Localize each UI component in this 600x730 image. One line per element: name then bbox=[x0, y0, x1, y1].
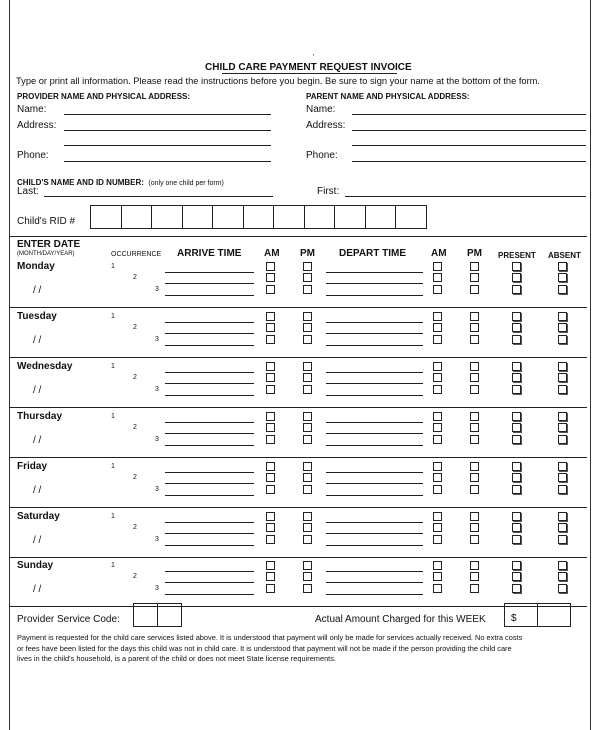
depart-pm-checkbox[interactable] bbox=[470, 323, 479, 332]
parent-address-field-1[interactable] bbox=[352, 130, 586, 131]
provider-name-field[interactable] bbox=[64, 114, 271, 115]
day-divider bbox=[10, 407, 587, 408]
arrive-am-checkbox[interactable] bbox=[266, 535, 275, 544]
arrive-time-field[interactable] bbox=[165, 495, 254, 496]
arrive-pm-checkbox[interactable] bbox=[303, 262, 312, 271]
absent-checkbox[interactable] bbox=[558, 584, 567, 593]
date-entry[interactable]: / / bbox=[33, 484, 42, 496]
day-divider bbox=[10, 606, 587, 607]
arrive-pm-checkbox[interactable] bbox=[303, 273, 312, 282]
day-name: Friday bbox=[17, 460, 48, 472]
depart-am-checkbox[interactable] bbox=[433, 572, 442, 581]
day-divider bbox=[10, 507, 587, 508]
present-checkbox[interactable] bbox=[512, 412, 521, 421]
depart-pm-checkbox[interactable] bbox=[470, 523, 479, 532]
child-heading-row bbox=[17, 172, 224, 190]
depart-pm-checkbox[interactable] bbox=[470, 335, 479, 344]
present-checkbox[interactable] bbox=[512, 523, 521, 532]
depart-am-checkbox[interactable] bbox=[433, 385, 442, 394]
arrive-time-field[interactable] bbox=[165, 422, 254, 423]
occurrence-number: 3 bbox=[155, 535, 159, 543]
depart-am-checkbox[interactable] bbox=[433, 273, 442, 282]
parent-phone-label: Phone: bbox=[306, 150, 338, 161]
arrive-time-field[interactable] bbox=[165, 295, 254, 296]
currency-symbol: $ bbox=[511, 613, 517, 624]
am-header-2: AM bbox=[431, 248, 447, 259]
depart-pm-checkbox[interactable] bbox=[470, 561, 479, 570]
depart-time-field[interactable] bbox=[326, 372, 423, 373]
depart-time-field[interactable] bbox=[326, 395, 423, 396]
arrive-am-checkbox[interactable] bbox=[266, 584, 275, 593]
day-name: Saturday bbox=[17, 510, 60, 522]
arrive-am-checkbox[interactable] bbox=[266, 312, 275, 321]
depart-time-field[interactable] bbox=[326, 594, 423, 595]
arrive-pm-checkbox[interactable] bbox=[303, 312, 312, 321]
depart-am-checkbox[interactable] bbox=[433, 512, 442, 521]
arrive-pm-checkbox[interactable] bbox=[303, 362, 312, 371]
day-divider bbox=[10, 457, 587, 458]
arrive-am-checkbox[interactable] bbox=[266, 323, 275, 332]
arrive-am-checkbox[interactable] bbox=[266, 435, 275, 444]
page-border-right bbox=[590, 0, 591, 730]
arrive-pm-checkbox[interactable] bbox=[303, 423, 312, 432]
absent-checkbox[interactable] bbox=[558, 273, 567, 282]
arrive-time-field[interactable] bbox=[165, 571, 254, 572]
arrive-am-checkbox[interactable] bbox=[266, 512, 275, 521]
arrive-am-checkbox[interactable] bbox=[266, 273, 275, 282]
child-last-label: Last: bbox=[17, 186, 39, 197]
day-name: Sunday bbox=[17, 560, 54, 572]
provider-address-field-2[interactable] bbox=[64, 145, 271, 146]
occurrence-number: 3 bbox=[155, 435, 159, 443]
date-entry[interactable]: / / bbox=[33, 434, 42, 446]
arrive-pm-checkbox[interactable] bbox=[303, 561, 312, 570]
depart-time-field[interactable] bbox=[326, 445, 423, 446]
depart-pm-checkbox[interactable] bbox=[470, 373, 479, 382]
present-checkbox[interactable] bbox=[512, 373, 521, 382]
arrive-pm-checkbox[interactable] bbox=[303, 285, 312, 294]
present-checkbox[interactable] bbox=[512, 473, 521, 482]
arrive-am-checkbox[interactable] bbox=[266, 572, 275, 581]
arrive-time-field[interactable] bbox=[165, 522, 254, 523]
arrive-am-checkbox[interactable] bbox=[266, 373, 275, 382]
arrive-time-field[interactable] bbox=[165, 483, 254, 484]
arrive-pm-checkbox[interactable] bbox=[303, 435, 312, 444]
absent-checkbox[interactable] bbox=[558, 512, 567, 521]
absent-checkbox[interactable] bbox=[558, 312, 567, 321]
arrive-time-header: ARRIVE TIME bbox=[177, 248, 242, 259]
arrive-time-field[interactable] bbox=[165, 472, 254, 473]
depart-time-field[interactable] bbox=[326, 533, 423, 534]
arrive-time-field[interactable] bbox=[165, 545, 254, 546]
depart-am-checkbox[interactable] bbox=[433, 473, 442, 482]
provider-address-field-1[interactable] bbox=[64, 130, 271, 131]
depart-am-checkbox[interactable] bbox=[433, 335, 442, 344]
absent-checkbox[interactable] bbox=[558, 285, 567, 294]
depart-am-checkbox[interactable] bbox=[433, 435, 442, 444]
child-first-field[interactable] bbox=[345, 196, 586, 197]
depart-pm-checkbox[interactable] bbox=[470, 385, 479, 394]
absent-checkbox[interactable] bbox=[558, 523, 567, 532]
depart-am-checkbox[interactable] bbox=[433, 285, 442, 294]
occurrence-number: 2 bbox=[133, 373, 137, 381]
arrive-pm-checkbox[interactable] bbox=[303, 473, 312, 482]
arrive-am-checkbox[interactable] bbox=[266, 335, 275, 344]
depart-am-checkbox[interactable] bbox=[433, 362, 442, 371]
arrive-pm-checkbox[interactable] bbox=[303, 535, 312, 544]
arrive-pm-checkbox[interactable] bbox=[303, 323, 312, 332]
arrive-am-checkbox[interactable] bbox=[266, 412, 275, 421]
present-checkbox[interactable] bbox=[512, 584, 521, 593]
parent-name-label: Name: bbox=[306, 104, 336, 115]
absent-checkbox[interactable] bbox=[558, 412, 567, 421]
depart-time-header: DEPART TIME bbox=[339, 248, 407, 259]
date-entry[interactable]: / / bbox=[33, 584, 42, 596]
depart-pm-checkbox[interactable] bbox=[470, 412, 479, 421]
depart-pm-checkbox[interactable] bbox=[470, 512, 479, 521]
provider-name-label: Name: bbox=[17, 104, 47, 115]
present-checkbox[interactable] bbox=[512, 462, 521, 471]
present-checkbox[interactable] bbox=[512, 312, 521, 321]
depart-pm-checkbox[interactable] bbox=[470, 584, 479, 593]
present-checkbox[interactable] bbox=[512, 385, 521, 394]
depart-am-checkbox[interactable] bbox=[433, 423, 442, 432]
depart-pm-checkbox[interactable] bbox=[470, 285, 479, 294]
child-last-field[interactable] bbox=[44, 196, 273, 197]
child-rid-boxes[interactable] bbox=[90, 205, 427, 229]
occurrence-number: 2 bbox=[133, 523, 137, 531]
page-border-left bbox=[9, 0, 10, 730]
arrive-am-checkbox[interactable] bbox=[266, 473, 275, 482]
pm-header-2: PM bbox=[467, 248, 482, 259]
child-heading-note: (only one child per form) bbox=[148, 180, 224, 187]
present-checkbox[interactable] bbox=[512, 485, 521, 494]
depart-time-field[interactable] bbox=[326, 422, 423, 423]
depart-pm-checkbox[interactable] bbox=[470, 362, 479, 371]
arrive-time-field[interactable] bbox=[165, 395, 254, 396]
depart-time-field[interactable] bbox=[326, 472, 423, 473]
arrive-am-checkbox[interactable] bbox=[266, 385, 275, 394]
depart-pm-checkbox[interactable] bbox=[470, 535, 479, 544]
absent-checkbox[interactable] bbox=[558, 435, 567, 444]
absent-checkbox[interactable] bbox=[558, 423, 567, 432]
day-name: Tuesday bbox=[17, 310, 57, 322]
absent-checkbox[interactable] bbox=[558, 561, 567, 570]
form-title: CHILD CARE PAYMENT REQUEST INVOICE bbox=[205, 62, 412, 73]
arrive-time-field[interactable] bbox=[165, 445, 254, 446]
depart-time-field[interactable] bbox=[326, 383, 423, 384]
depart-time-field[interactable] bbox=[326, 495, 423, 496]
absent-checkbox[interactable] bbox=[558, 462, 567, 471]
parent-name-field[interactable] bbox=[352, 114, 586, 115]
occurrence-number: 1 bbox=[111, 512, 115, 520]
day-name: Wednesday bbox=[17, 360, 73, 372]
day-divider bbox=[10, 307, 587, 308]
day-name: Thursday bbox=[17, 410, 63, 422]
depart-time-field[interactable] bbox=[326, 322, 423, 323]
depart-am-checkbox[interactable] bbox=[433, 262, 442, 271]
arrive-time-field[interactable] bbox=[165, 322, 254, 323]
occurrence-number: 1 bbox=[111, 462, 115, 470]
depart-time-field[interactable] bbox=[326, 272, 423, 273]
footer-note-1: Payment is requested for the child care services listed above. It is understood that payment will only be made for services actually received. No extra costs bbox=[17, 633, 523, 642]
arrive-am-checkbox[interactable] bbox=[266, 561, 275, 570]
occurrence-number: 1 bbox=[111, 263, 115, 270]
absent-checkbox[interactable] bbox=[558, 485, 567, 494]
provider-code-boxes[interactable] bbox=[133, 603, 182, 627]
arrive-am-checkbox[interactable] bbox=[266, 523, 275, 532]
provider-address-label: Address: bbox=[17, 120, 57, 131]
arrive-pm-checkbox[interactable] bbox=[303, 512, 312, 521]
depart-pm-checkbox[interactable] bbox=[470, 273, 479, 282]
occurrence-number: 2 bbox=[133, 423, 137, 431]
absent-checkbox[interactable] bbox=[558, 572, 567, 581]
depart-time-field[interactable] bbox=[326, 522, 423, 523]
depart-time-field[interactable] bbox=[326, 483, 423, 484]
depart-time-field[interactable] bbox=[326, 295, 423, 296]
present-checkbox[interactable] bbox=[512, 285, 521, 294]
footer-note-2: or fees have been listed for the days this child was not in child care. It is understood that payment will not be made if the person providing the child care bbox=[17, 643, 512, 653]
arrive-pm-checkbox[interactable] bbox=[303, 385, 312, 394]
depart-pm-checkbox[interactable] bbox=[470, 312, 479, 321]
arrive-time-field[interactable] bbox=[165, 345, 254, 346]
arrive-pm-checkbox[interactable] bbox=[303, 373, 312, 382]
present-checkbox[interactable] bbox=[512, 323, 521, 332]
arrive-pm-checkbox[interactable] bbox=[303, 412, 312, 421]
instructions-text: Type or print all information. Please read the instructions before you begin. Be sure to sign your name at the bottom of the form. bbox=[16, 76, 541, 86]
absent-header: ABSENT bbox=[548, 251, 581, 260]
date-entry[interactable]: / / bbox=[33, 285, 42, 296]
footer-note-3: lives in the child's household, is a parent of the child or does not meet State license requirements. bbox=[17, 654, 336, 663]
arrive-time-field[interactable] bbox=[165, 433, 254, 434]
depart-am-checkbox[interactable] bbox=[433, 462, 442, 471]
day-name: Monday bbox=[17, 261, 55, 272]
occurrence-number: 3 bbox=[155, 385, 159, 393]
pm-header-1: PM bbox=[300, 248, 315, 259]
date-entry[interactable]: / / bbox=[33, 384, 42, 396]
present-checkbox[interactable] bbox=[512, 273, 521, 282]
arrive-time-field[interactable] bbox=[165, 333, 254, 334]
divider bbox=[10, 236, 587, 237]
arrive-am-checkbox[interactable] bbox=[266, 485, 275, 494]
day-divider bbox=[10, 557, 587, 558]
occurrence-number: 1 bbox=[111, 562, 115, 570]
arrive-am-checkbox[interactable] bbox=[266, 262, 275, 271]
arrive-pm-checkbox[interactable] bbox=[303, 523, 312, 532]
present-checkbox[interactable] bbox=[512, 362, 521, 371]
child-rid-label: Child's RID # bbox=[17, 216, 76, 227]
depart-time-field[interactable] bbox=[326, 333, 423, 334]
depart-am-checkbox[interactable] bbox=[433, 412, 442, 421]
occurrence-number: 3 bbox=[155, 585, 159, 593]
arrive-time-field[interactable] bbox=[165, 283, 254, 284]
present-checkbox[interactable] bbox=[512, 435, 521, 444]
depart-am-checkbox[interactable] bbox=[433, 312, 442, 321]
absent-checkbox[interactable] bbox=[558, 362, 567, 371]
parent-heading: PARENT NAME AND PHYSICAL ADDRESS: bbox=[306, 92, 470, 101]
occurrence-number: 1 bbox=[111, 312, 115, 320]
present-checkbox[interactable] bbox=[512, 535, 521, 544]
present-checkbox[interactable] bbox=[512, 262, 521, 271]
present-checkbox[interactable] bbox=[512, 335, 521, 344]
title-mark: ' bbox=[313, 54, 315, 61]
depart-time-field[interactable] bbox=[326, 571, 423, 572]
enter-date-header: ENTER DATE bbox=[17, 239, 81, 250]
arrive-pm-checkbox[interactable] bbox=[303, 572, 312, 581]
depart-time-field[interactable] bbox=[326, 582, 423, 583]
arrive-am-checkbox[interactable] bbox=[266, 362, 275, 371]
arrive-pm-checkbox[interactable] bbox=[303, 335, 312, 344]
absent-checkbox[interactable] bbox=[558, 535, 567, 544]
occurrence-number: 3 bbox=[155, 286, 159, 293]
title-underline bbox=[222, 73, 397, 74]
date-entry[interactable]: / / bbox=[33, 534, 42, 546]
occurrence-number: 3 bbox=[155, 335, 159, 343]
depart-pm-checkbox[interactable] bbox=[470, 262, 479, 271]
depart-pm-checkbox[interactable] bbox=[470, 462, 479, 471]
arrive-pm-checkbox[interactable] bbox=[303, 584, 312, 593]
depart-pm-checkbox[interactable] bbox=[470, 485, 479, 494]
absent-checkbox[interactable] bbox=[558, 473, 567, 482]
date-format-header: (MONTH/DAY/YEAR) bbox=[17, 251, 75, 257]
arrive-am-checkbox[interactable] bbox=[266, 285, 275, 294]
arrive-time-field[interactable] bbox=[165, 372, 254, 373]
day-divider bbox=[10, 357, 587, 358]
occurrence-number: 2 bbox=[133, 274, 137, 281]
absent-checkbox[interactable] bbox=[558, 373, 567, 382]
depart-am-checkbox[interactable] bbox=[433, 535, 442, 544]
absent-checkbox[interactable] bbox=[558, 335, 567, 344]
present-checkbox[interactable] bbox=[512, 512, 521, 521]
depart-am-checkbox[interactable] bbox=[433, 323, 442, 332]
depart-pm-checkbox[interactable] bbox=[470, 423, 479, 432]
present-checkbox[interactable] bbox=[512, 572, 521, 581]
occurrence-header: OCCURRENCE bbox=[111, 251, 162, 258]
child-heading: CHILD'S NAME AND ID NUMBER: bbox=[17, 178, 144, 187]
occurrence-number: 2 bbox=[133, 323, 137, 331]
arrive-time-field[interactable] bbox=[165, 272, 254, 273]
am-header-1: AM bbox=[264, 248, 280, 259]
date-entry[interactable]: / / bbox=[33, 334, 42, 346]
absent-checkbox[interactable] bbox=[558, 262, 567, 271]
parent-phone-field[interactable] bbox=[352, 161, 586, 162]
provider-phone-label: Phone: bbox=[17, 150, 49, 161]
arrive-pm-checkbox[interactable] bbox=[303, 485, 312, 494]
arrive-am-checkbox[interactable] bbox=[266, 462, 275, 471]
arrive-time-field[interactable] bbox=[165, 383, 254, 384]
depart-time-field[interactable] bbox=[326, 433, 423, 434]
depart-pm-checkbox[interactable] bbox=[470, 572, 479, 581]
occurrence-number: 2 bbox=[133, 573, 137, 581]
occurrence-number: 1 bbox=[111, 362, 115, 370]
depart-am-checkbox[interactable] bbox=[433, 584, 442, 593]
present-header: PRESENT bbox=[498, 251, 536, 260]
provider-code-label: Provider Service Code: bbox=[17, 614, 120, 625]
arrive-time-field[interactable] bbox=[165, 533, 254, 534]
child-first-label: First: bbox=[317, 186, 340, 197]
occurrence-number: 2 bbox=[133, 473, 137, 481]
parent-address-label: Address: bbox=[306, 120, 346, 131]
occurrence-number: 1 bbox=[111, 412, 115, 420]
present-checkbox[interactable] bbox=[512, 561, 521, 570]
arrive-pm-checkbox[interactable] bbox=[303, 462, 312, 471]
absent-checkbox[interactable] bbox=[558, 385, 567, 394]
amount-label: Actual Amount Charged for this WEEK bbox=[315, 614, 486, 625]
arrive-time-field[interactable] bbox=[165, 594, 254, 595]
depart-am-checkbox[interactable] bbox=[433, 485, 442, 494]
depart-time-field[interactable] bbox=[326, 345, 423, 346]
provider-heading: PROVIDER NAME AND PHYSICAL ADDRESS: bbox=[17, 92, 191, 101]
present-checkbox[interactable] bbox=[512, 423, 521, 432]
occurrence-number: 3 bbox=[155, 485, 159, 493]
parent-address-field-2[interactable] bbox=[352, 145, 586, 146]
depart-pm-checkbox[interactable] bbox=[470, 435, 479, 444]
absent-checkbox[interactable] bbox=[558, 323, 567, 332]
depart-time-field[interactable] bbox=[326, 283, 423, 284]
depart-pm-checkbox[interactable] bbox=[470, 473, 479, 482]
depart-am-checkbox[interactable] bbox=[433, 561, 442, 570]
arrive-time-field[interactable] bbox=[165, 582, 254, 583]
arrive-am-checkbox[interactable] bbox=[266, 423, 275, 432]
depart-am-checkbox[interactable] bbox=[433, 523, 442, 532]
depart-am-checkbox[interactable] bbox=[433, 373, 442, 382]
provider-phone-field[interactable] bbox=[64, 161, 271, 162]
depart-time-field[interactable] bbox=[326, 545, 423, 546]
